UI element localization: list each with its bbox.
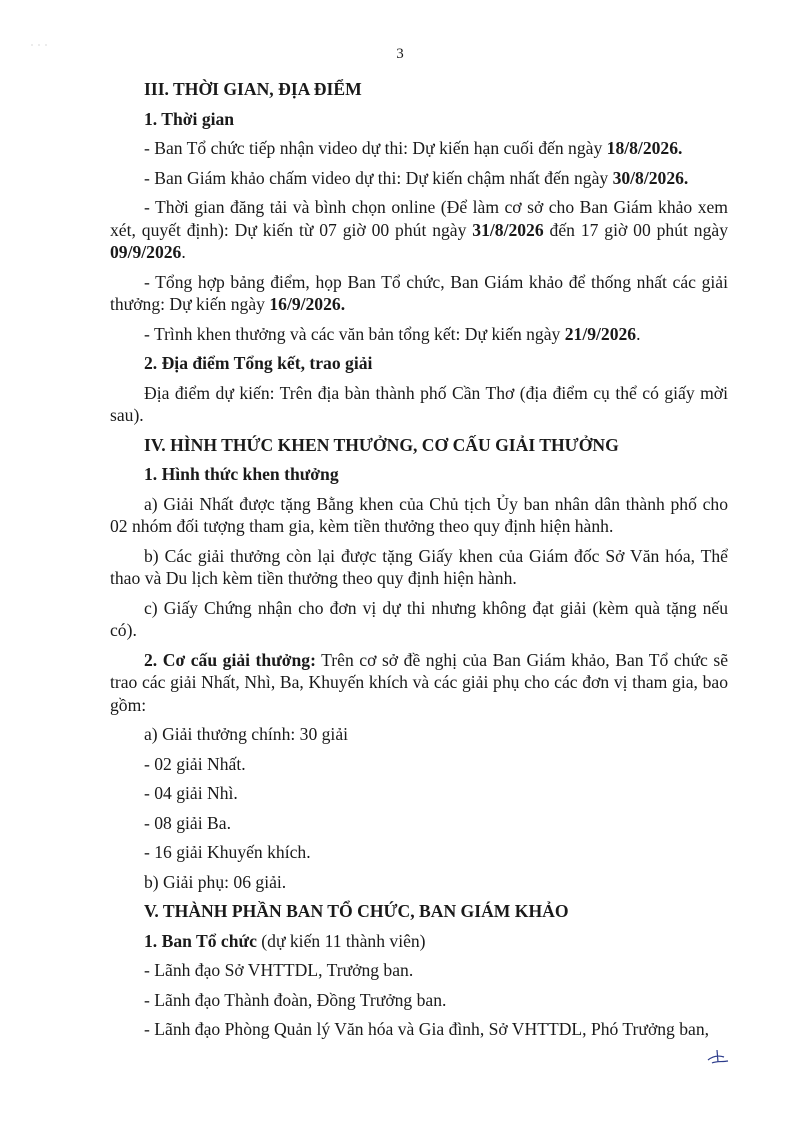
committee-member-1: - Lãnh đạo Sở VHTTDL, Trưởng ban.: [144, 960, 414, 980]
timeline-item-5-date: 21/9/2026: [564, 323, 637, 344]
timeline-item-3-date-start: 31/8/2026: [472, 219, 544, 240]
timeline-item-3: [110, 196, 728, 264]
organizing-committee-heading: [110, 930, 728, 953]
prize-third: - 08 giải Ba.: [144, 812, 231, 833]
timeline-item-3-text-c: .: [181, 242, 186, 262]
main-prizes: a) Giải thưởng chính: 30 giải: [144, 724, 349, 744]
committee-member-3: - Lãnh đạo Phòng Quản lý Văn hóa và Gia đình, Sở VHTTDL, Phó Trưởng ban,: [144, 1019, 710, 1039]
timeline-item-3-text-b: đến 17 giờ 00 phút ngày: [543, 219, 728, 240]
timeline-item-1-date: 18/8/2026.: [606, 138, 683, 158]
section-4-1-heading: 1. Hình thức khen thưởng: [144, 464, 339, 484]
timeline-item-3-date-end: 09/9/2026: [110, 242, 182, 262]
section-3-heading: III. THỜI GIAN, ĐỊA ĐIỂM: [144, 79, 362, 99]
prize-structure-paragraph: [110, 649, 728, 717]
prize-structure-text: Trên cơ sở đề nghị của Ban Giám khảo, Ban Tổ chức sẽ trao các giải Nhất, Nhì, Ba, Khuyến khích và các giải phụ cho các đơn vị tham gia, bao gồm:: [110, 649, 728, 715]
location-paragraph: Địa điểm dự kiến: Trên địa bàn thành phố Cần Thơ (địa điểm cụ thể có giấy mời sau).: [110, 382, 728, 425]
document-body: [110, 78, 728, 1048]
timeline-item-4-date: 16/9/2026.: [269, 294, 346, 314]
timeline-item-3-text-a: - Thời gian đăng tải và bình chọn online (Để làm cơ sở cho Ban Giám khảo xem xét, quyết định): Dự kiến từ 07 giờ 00 phút ngày: [110, 197, 728, 240]
page-number: 3: [396, 46, 404, 62]
timeline-item-4-text: - Tổng hợp bảng điểm, họp Ban Tổ chức, Ban Giám khảo để thống nhất các giải thưởng: Dự kiến ngày: [110, 271, 728, 314]
section-3-2-heading: 2. Địa điểm Tổng kết, trao giải: [144, 353, 373, 373]
section-3-1-heading: 1. Thời gian: [144, 108, 235, 129]
prize-structure-label: 2. Cơ cấu giải thưởng:: [144, 649, 316, 670]
prize-first: - 02 giải Nhất.: [144, 753, 246, 774]
committee-member-2: - Lãnh đạo Thành đoàn, Đồng Trưởng ban.: [144, 989, 447, 1010]
timeline-item-5: [110, 323, 728, 346]
award-form-a: a) Giải Nhất được tặng Bằng khen của Chủ tịch Ủy ban nhân dân thành phố cho 02 nhóm đối tượng tham gia, kèm tiền thưởng theo quy định hiện hành.: [110, 493, 728, 536]
timeline-item-2: [110, 167, 728, 190]
prize-second: - 04 giải Nhì.: [144, 783, 238, 803]
timeline-item-1-text: - Ban Tổ chức tiếp nhận video dự thi: Dự kiến hạn cuối đến ngày: [144, 138, 607, 158]
timeline-item-4: [110, 271, 728, 316]
section-5-heading: V. THÀNH PHẦN BAN TỔ CHỨC, BAN GIÁM KHẢO: [144, 901, 569, 921]
award-form-b: b) Các giải thưởng còn lại được tặng Giấy khen của Giám đốc Sở Văn hóa, Thể thao và Du lịch kèm tiền thưởng theo quy định hiện hành.: [110, 545, 728, 588]
section-4-heading: IV. HÌNH THỨC KHEN THƯỞNG, CƠ CẤU GIẢI THƯỞNG: [144, 434, 619, 455]
side-prizes: b) Giải phụ: 06 giải.: [144, 871, 287, 892]
timeline-item-1: [110, 137, 728, 160]
timeline-item-2-text: - Ban Giám khảo chấm video dự thi: Dự kiến chậm nhất đến ngày: [144, 167, 613, 188]
initial-signature-mark: [704, 1046, 734, 1066]
timeline-item-2-date: 30/8/2026.: [612, 167, 689, 188]
organizing-committee-note: (dự kiến 11 thành viên): [256, 930, 426, 951]
organizing-committee-label: 1. Ban Tổ chức: [144, 930, 257, 951]
timeline-item-5-end: .: [636, 323, 641, 344]
award-form-c: c) Giấy Chứng nhận cho đơn vị dự thi nhưng không đạt giải (kèm quà tặng nếu có).: [110, 597, 728, 640]
timeline-item-5-text: - Trình khen thưởng và các văn bản tổng kết: Dự kiến ngày: [144, 323, 565, 344]
prize-encouragement: - 16 giải Khuyến khích.: [144, 842, 311, 862]
